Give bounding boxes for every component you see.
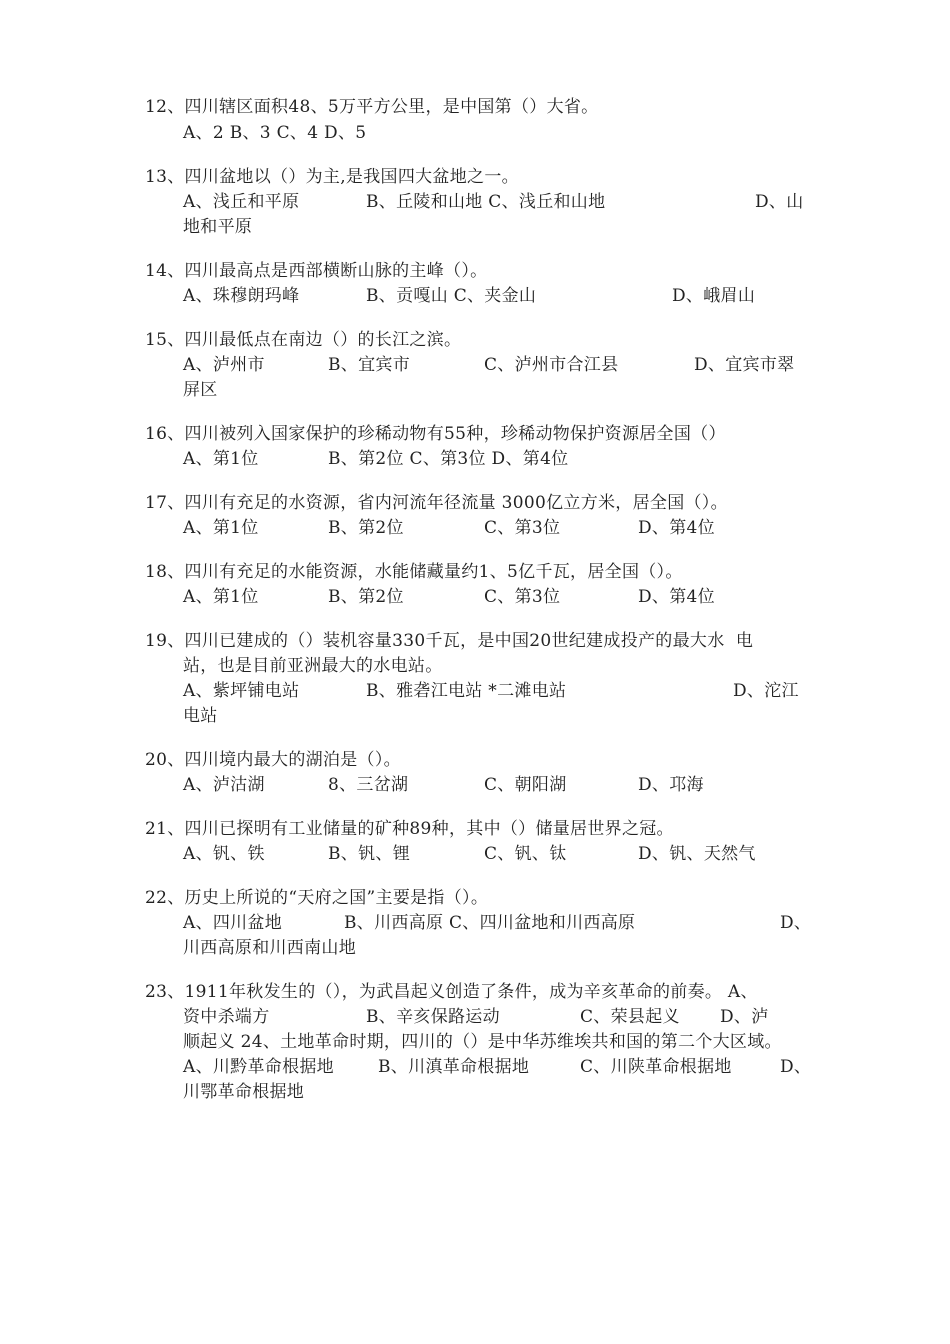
question-24-option-a: A、川黔革命根据地 (183, 1057, 334, 1077)
question-15-option-a: A、泸州市 (183, 355, 265, 375)
question-18-option-a: A、第1位 (183, 587, 259, 607)
question-23-option-d: D、泸 (720, 1007, 769, 1027)
question-18-option-c: C、第3位 (484, 587, 561, 607)
question-16-option-a: A、第1位 (183, 449, 259, 469)
question-17-option-d: D、第4位 (638, 518, 715, 538)
question-22-option-d: D、 (780, 913, 812, 933)
question-21-stem: 21、四川已探明有工业储量的矿种89种，其中（）储量居世界之冠。 (145, 819, 674, 839)
question-24-stem: 顺起义 24、土地革命时期，四川的（）是中华苏维埃共和国的第二个大区域。 (183, 1032, 782, 1052)
question-24-option-d-continued: 川鄂革命根据地 (183, 1082, 305, 1102)
question-14-stem: 14、四川最高点是西部横断山脉的主峰（）。 (145, 261, 488, 281)
question-18-option-b: B、第2位 (328, 587, 404, 607)
question-13-stem: 13、四川盆地以（）为主,是我国四大盆地之一。 (145, 167, 519, 187)
question-22-stem: 22、历史上所说的“天府之国”主要是指（）。 (145, 888, 489, 908)
question-17-option-c: C、第3位 (484, 518, 561, 538)
question-19-option-bc: B、雅砻江电站 *二滩电站 (366, 681, 567, 701)
question-12-stem: 12、四川辖区面积48、5万平方公里，是中国第（）大省。 (145, 97, 599, 117)
question-17-option-b: B、第2位 (328, 518, 404, 538)
question-13-option-bc: B、丘陵和山地 C、浅丘和山地 (366, 192, 606, 212)
question-23-option-c: C、荣县起义 (580, 1007, 680, 1027)
question-13-option-d: D、山 (755, 192, 804, 212)
question-20-option-c: C、朝阳湖 (484, 775, 567, 795)
question-21-option-a: A、钒、铁 (183, 844, 265, 864)
question-19-option-d-continued: 电站 (183, 706, 218, 726)
question-24-option-c: C、川陕革命根据地 (580, 1057, 732, 1077)
question-18-option-d: D、第4位 (638, 587, 715, 607)
question-20-option-d: D、邛海 (638, 775, 704, 795)
question-21-option-d: D、钒、天然气 (638, 844, 756, 864)
question-13-option-a: A、浅丘和平原 (183, 192, 300, 212)
question-19-option-d: D、沱江 (733, 681, 799, 701)
question-19-option-a: A、紫坪铺电站 (183, 681, 300, 701)
question-21-option-c: C、钒、钛 (484, 844, 567, 864)
question-17-stem: 17、四川有充足的水资源，省内河流年径流量 3000亿立方米，居全国（）。 (145, 493, 728, 513)
question-19-stem-continued: 站，也是目前亚洲最大的水电站。 (183, 656, 443, 676)
question-15-option-d: D、宜宾市翠 (694, 355, 795, 375)
question-14-option-a: A、珠穆朗玛峰 (183, 286, 300, 306)
question-22-option-d-continued: 川西高原和川西南山地 (183, 938, 356, 958)
question-18-stem: 18、四川有充足的水能资源，水能储藏量约1、5亿千瓦，居全国（）。 (145, 562, 683, 582)
question-20-option-a: A、泸沽湖 (183, 775, 265, 795)
question-15-option-d-continued: 屏区 (183, 380, 218, 400)
question-23-option-b: B、辛亥保路运动 (366, 1007, 500, 1027)
question-13-option-d-continued: 地和平原 (183, 217, 253, 237)
question-20-stem: 20、四川境内最大的湖泊是（）。 (145, 750, 401, 770)
question-24-option-d: D、 (780, 1057, 812, 1077)
question-16-option-bcd: B、第2位 C、第3位 D、第4位 (328, 449, 569, 469)
question-22-option-bc: B、川西高原 C、四川盆地和川西高原 (344, 913, 636, 933)
question-23-stem: 23、1911年秋发生的（），为武昌起义创造了条件，成为辛亥革命的前奏。 A、 (145, 982, 758, 1002)
question-15-stem: 15、四川最低点在南边（）的长江之滨。 (145, 330, 462, 350)
question-19-stem: 19、四川已建成的（）装机容量330千瓦，是中国20世纪建成投产的最大水 电 (145, 631, 754, 651)
question-15-option-c: C、泸州市合江县 (484, 355, 619, 375)
question-16-stem: 16、四川被列入国家保护的珍稀动物有55种，珍稀动物保护资源居全国（） (145, 424, 726, 444)
question-23-option-a-text: 资中杀端方 (183, 1007, 270, 1027)
question-15-option-b: B、宜宾市 (328, 355, 410, 375)
question-21-option-b: B、钒、锂 (328, 844, 410, 864)
question-17-option-a: A、第1位 (183, 518, 259, 538)
question-20-option-b: 8、三岔湖 (328, 775, 409, 795)
question-22-option-a: A、四川盆地 (183, 913, 283, 933)
question-12-options: A、2 B、3 C、4 D、5 (183, 123, 367, 143)
question-14-option-d: D、峨眉山 (672, 286, 756, 306)
question-24-option-b: B、川滇革命根据地 (378, 1057, 530, 1077)
question-14-option-bc: B、贡嘎山 C、夹金山 (366, 286, 537, 306)
